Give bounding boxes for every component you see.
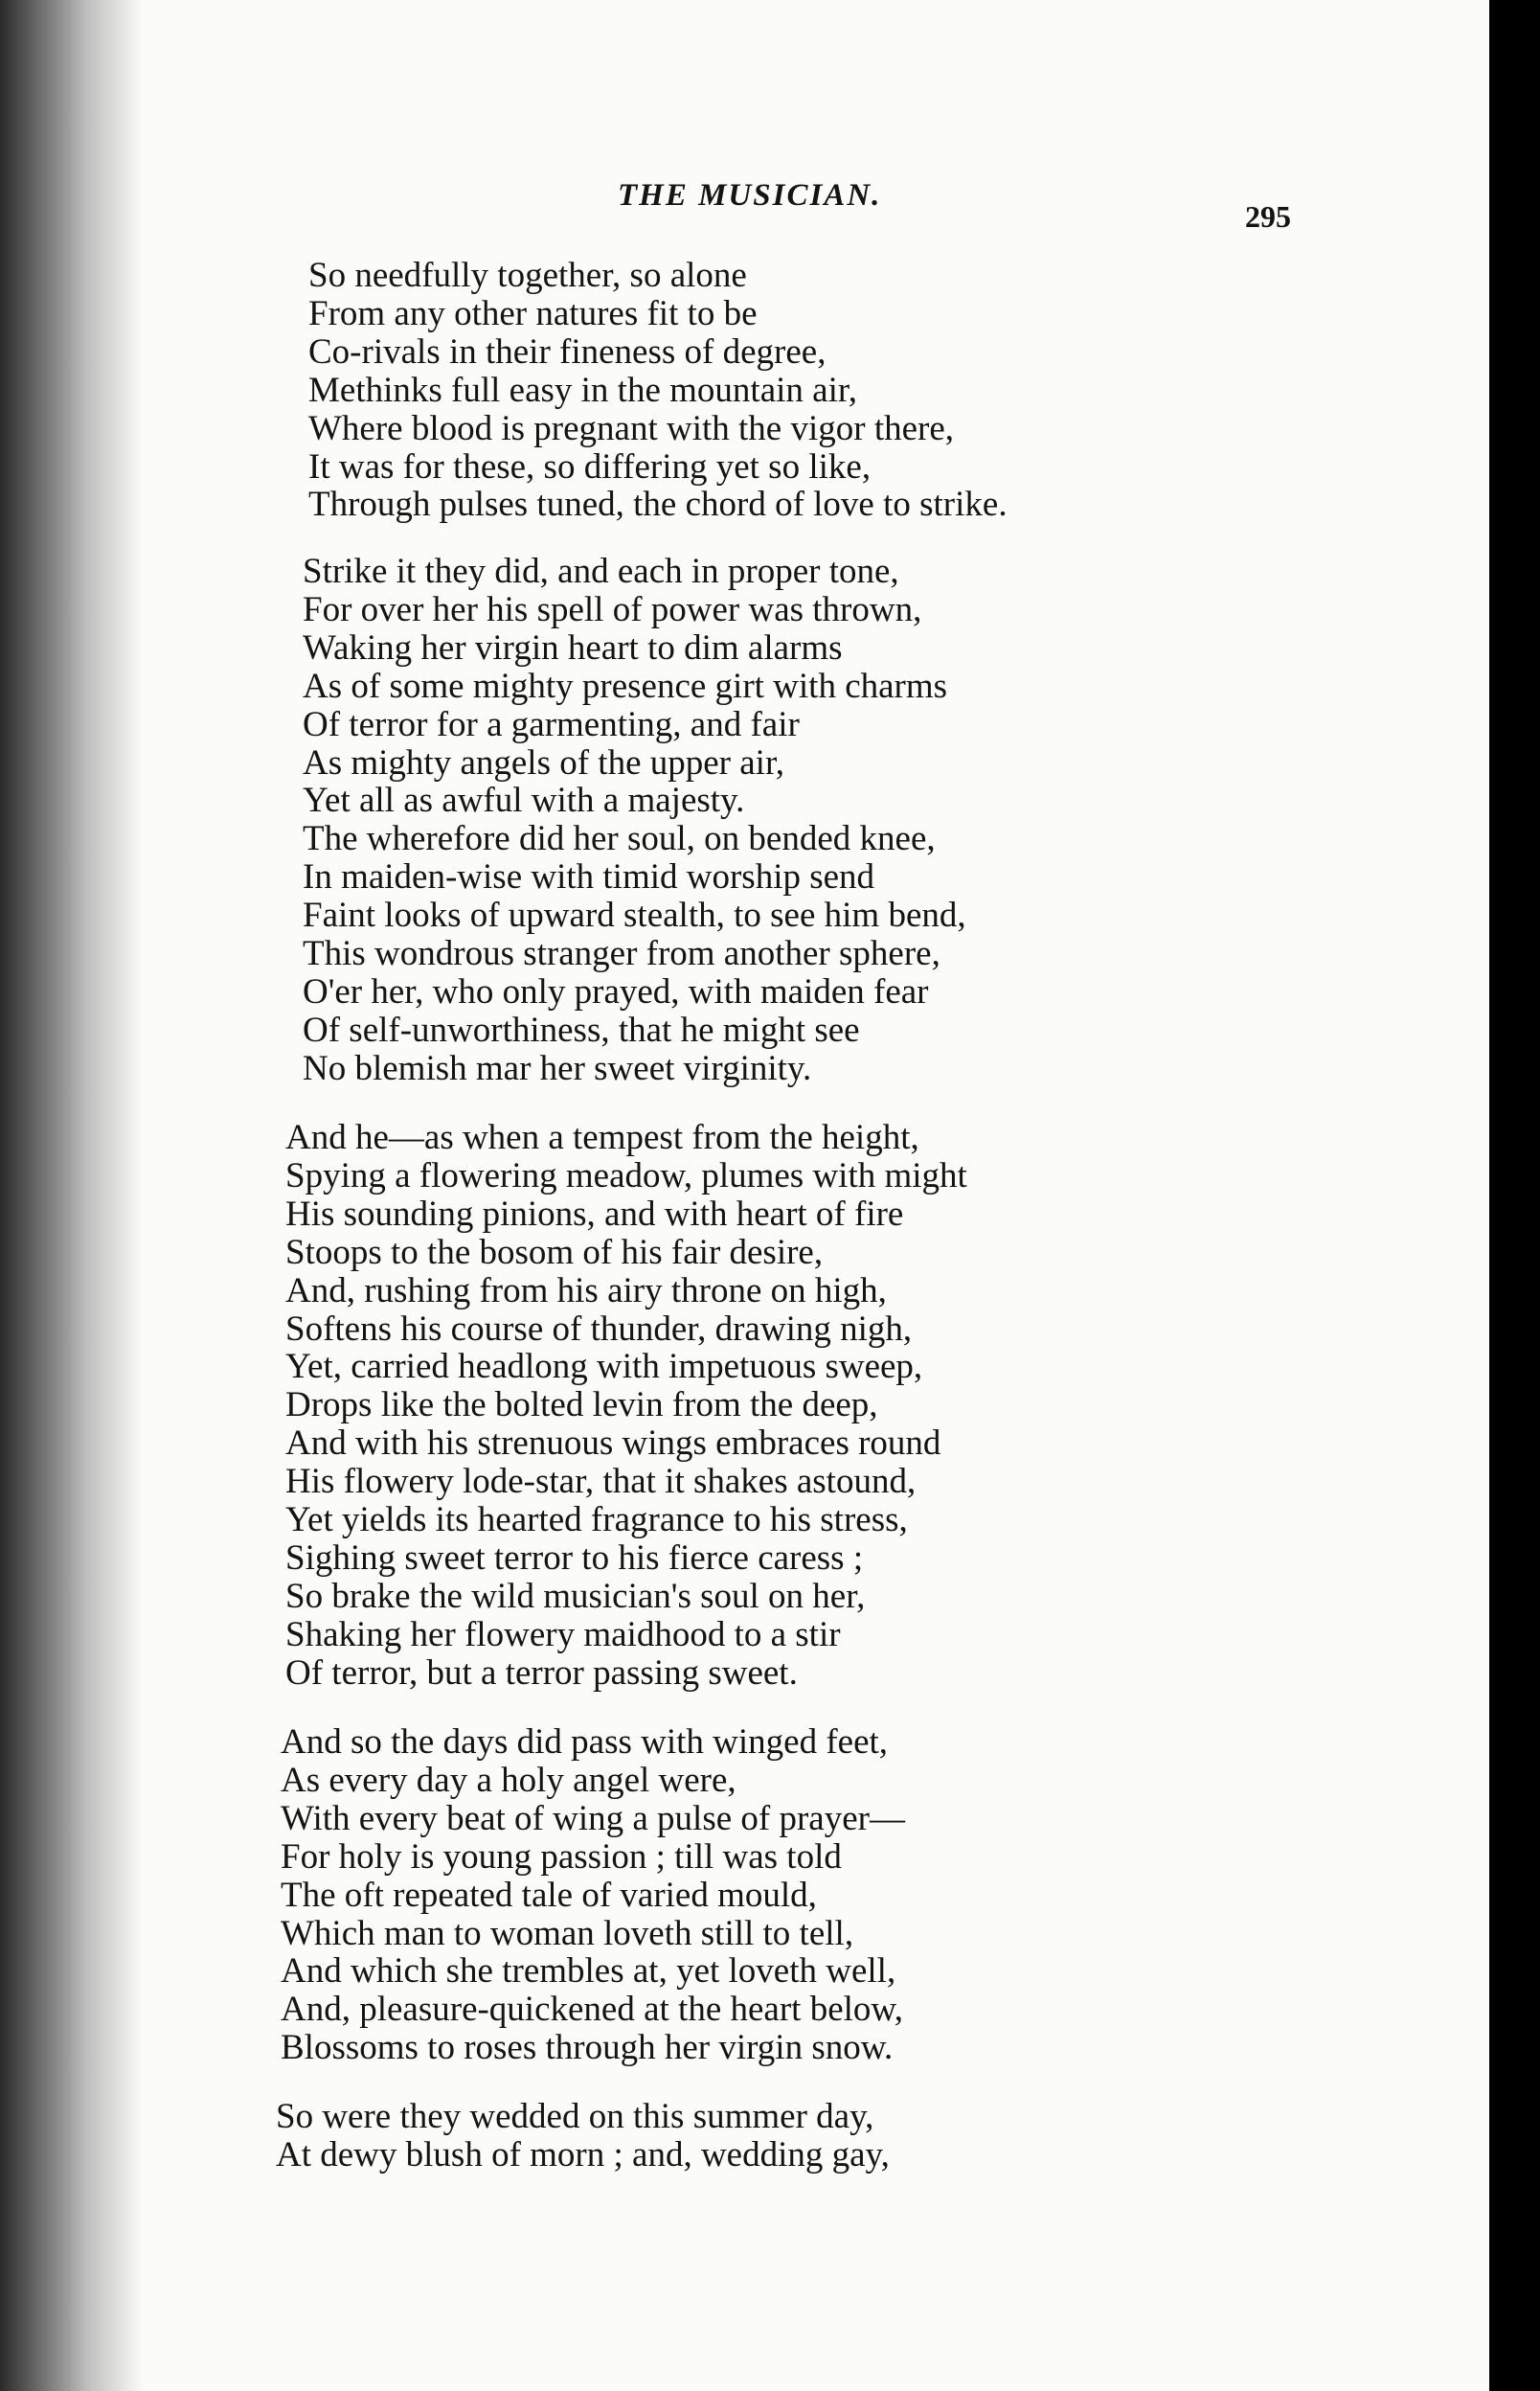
verse-line: For over her his spell of power was thrown, — [303, 589, 922, 629]
scan-border — [1489, 0, 1540, 2391]
verse-line: His sounding pinions, and with heart of fire — [285, 1194, 904, 1234]
verse-line: Blossoms to roses through her virgin snow. — [281, 2028, 894, 2068]
verse-line: The oft repeated tale of varied mould, — [281, 1875, 817, 1915]
verse-line: Of terror for a garmenting, and fair — [303, 704, 800, 744]
verse-line: Strike it they did, and each in proper tone, — [303, 552, 899, 591]
verse-line: It was for these, so differing yet so like, — [308, 446, 872, 487]
verse-line: Shaking her flowery maidhood to a stir — [285, 1614, 841, 1654]
verse-line: Co-rivals in their fineness of degree, — [308, 331, 827, 372]
verse-line: Of self-unworthiness, that he might see — [303, 1010, 860, 1050]
verse-line: And, pleasure-quickened at the heart below, — [281, 1990, 903, 2030]
verse-line: His flowery lode-star, that it shakes astound, — [285, 1462, 917, 1502]
verse-line: And which she trembles at, yet loveth well, — [281, 1951, 896, 1992]
verse-line: And, rushing from his airy throne on high, — [285, 1270, 887, 1310]
verse-line: This wondrous stranger from another sphere, — [303, 934, 940, 974]
verse-line: Stoops to the bosom of his fair desire, — [285, 1232, 824, 1272]
verse-line: So needfully together, so alone — [308, 256, 747, 295]
verse-line: So were they wedded on this summer day, — [276, 2097, 874, 2136]
verse-line: As mighty angels of the upper air, — [303, 742, 785, 783]
verse-line: As every day a holy angel were, — [281, 1760, 736, 1800]
verse-line: From any other natures fit to be — [308, 293, 758, 333]
verse-line: Yet, carried headlong with impetuous sweep, — [285, 1347, 923, 1387]
verse-line: So brake the wild musician's soul on her, — [285, 1576, 866, 1616]
verse-line: Of terror, but a terror passing sweet. — [285, 1652, 798, 1693]
stanza-4 — [281, 1723, 905, 2067]
verse-line: Waking her virgin heart to dim alarms — [303, 627, 843, 668]
page-number: 295 — [1245, 199, 1291, 234]
verse-line: O'er her, who only prayed, with maiden fear — [303, 971, 929, 1012]
verse-line: At dewy blush of morn ; and, wedding gay, — [276, 2134, 890, 2175]
stanza-1 — [308, 257, 1008, 524]
verse-line: And with his strenuous wings embraces round — [285, 1423, 941, 1464]
verse-line: No blemish mar her sweet virginity. — [303, 1048, 812, 1088]
running-title: THE MUSICIAN. — [618, 178, 882, 213]
verse-line: For holy is young passion ; till was told — [281, 1836, 842, 1877]
verse-line: Sighing sweet terror to his fierce caress ; — [285, 1537, 864, 1578]
verse-line: Drops like the bolted levin from the deep, — [285, 1385, 878, 1425]
verse-line: Which man to woman loveth still to tell, — [281, 1913, 854, 1953]
stanza-2 — [303, 553, 966, 1088]
verse-line: Where blood is pregnant with the vigor there, — [308, 408, 955, 448]
verse-line: And so the days did pass with winged feet, — [281, 1722, 889, 1762]
verse-line: With every beat of wing a pulse of prayer— — [281, 1798, 905, 1838]
verse-line: And he—as when a tempest from the height, — [285, 1118, 919, 1157]
verse-line: Methinks full easy in the mountain air, — [308, 370, 857, 410]
stanza-3 — [285, 1119, 967, 1693]
verse-line: As of some mighty presence girt with charms — [303, 666, 948, 706]
binding-shadow — [0, 0, 144, 2391]
verse-line: In maiden-wise with timid worship send — [303, 857, 875, 898]
verse-line: Yet all as awful with a majesty. — [303, 781, 745, 821]
verse-line: The wherefore did her soul, on bended knee, — [303, 819, 936, 859]
stanza-5 — [276, 2098, 890, 2175]
verse-line: Faint looks of upward stealth, to see him bend, — [303, 896, 966, 936]
verse-line: Softens his course of thunder, drawing nigh, — [285, 1309, 913, 1349]
verse-line: Yet yields its hearted fragrance to his stress, — [285, 1500, 908, 1540]
verse-line: Through pulses tuned, the chord of love to strike. — [308, 485, 1008, 525]
verse-line: Spying a flowering meadow, plumes with might — [285, 1155, 967, 1196]
